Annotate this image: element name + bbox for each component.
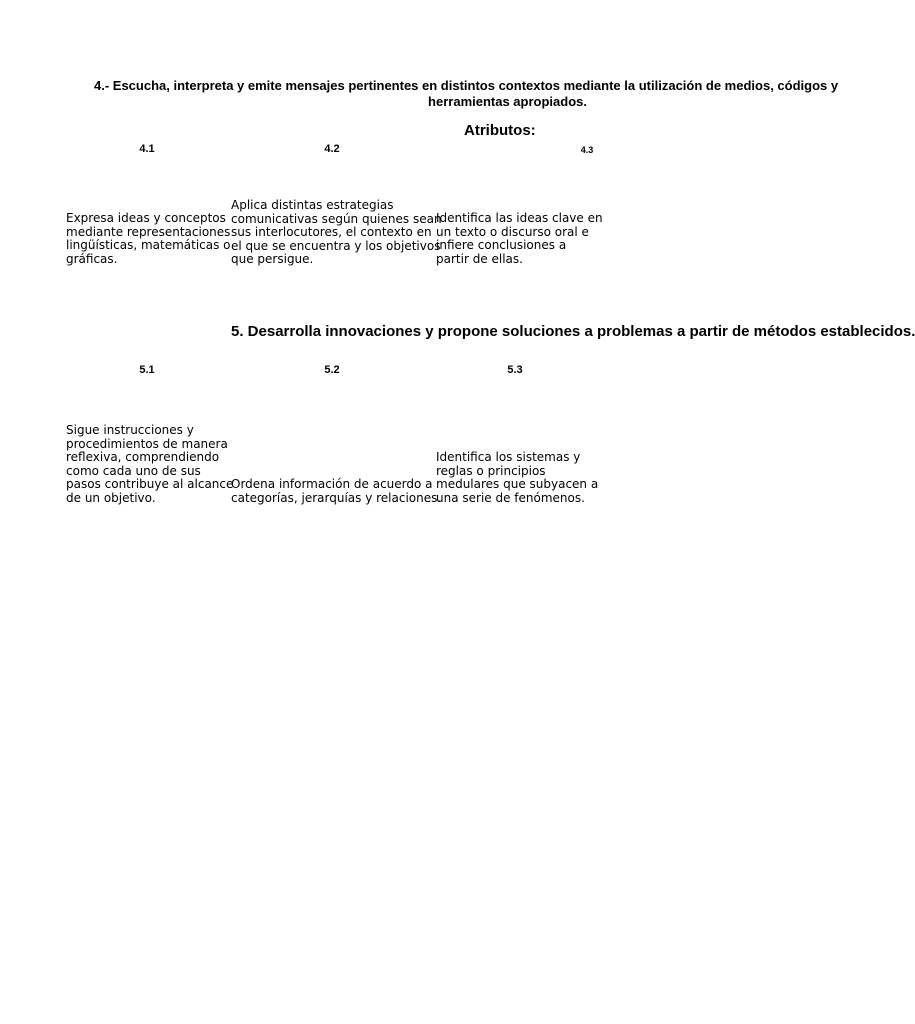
attr-4-1-text: Expresa ideas y conceptos mediante representaciones lingüísticas, matemáticas o gráficas. — [66, 211, 231, 266]
attributes-label: Atributos: — [464, 122, 536, 139]
attr-4-1-number: 4.1 — [139, 143, 155, 155]
attr-4-2-text: Aplica distintas estrategias comunicativas según quienes sean sus interlocutores, el contexto en el que se encuentra y los objetivos que persigue. — [231, 198, 442, 266]
attr-5-2-text: Ordena información de acuerdo a categorías, jerarquías y relaciones. — [231, 477, 442, 505]
attr-5-1-number: 5.1 — [139, 364, 155, 376]
attr-5-2-number: 5.2 — [324, 364, 340, 376]
attr-4-3-number: 4.3 — [580, 145, 594, 155]
attr-4-2-number: 4.2 — [324, 143, 340, 155]
section5-title: 5. Desarrolla innovaciones y propone soluciones a problemas a partir de métodos establecidos. — [231, 323, 915, 340]
section4-title-line2: herramientas apropiados. — [428, 94, 587, 109]
attr-5-3-text: Identifica los sistemas y reglas o principios medulares que subyacen a una serie de fenómenos. — [436, 450, 599, 505]
attr-5-3-number: 5.3 — [507, 364, 523, 376]
section4-title-line2-clip — [300, 94, 597, 112]
attr-5-1-text: Sigue instrucciones y procedimientos de manera reflexiva, comprendiendo como cada uno de sus pasos contribuye al alcance de un objetivo. — [66, 423, 234, 505]
section5-title-clip — [231, 323, 915, 345]
attr-4-3-text: Identifica las ideas clave en un texto o discurso oral e infiere conclusiones a partir de ellas. — [436, 211, 603, 266]
section4-title-line1: 4.- Escucha, interpreta y emite mensajes pertinentes en distintos contextos mediante la utilización de medios, códigos y — [94, 78, 839, 93]
